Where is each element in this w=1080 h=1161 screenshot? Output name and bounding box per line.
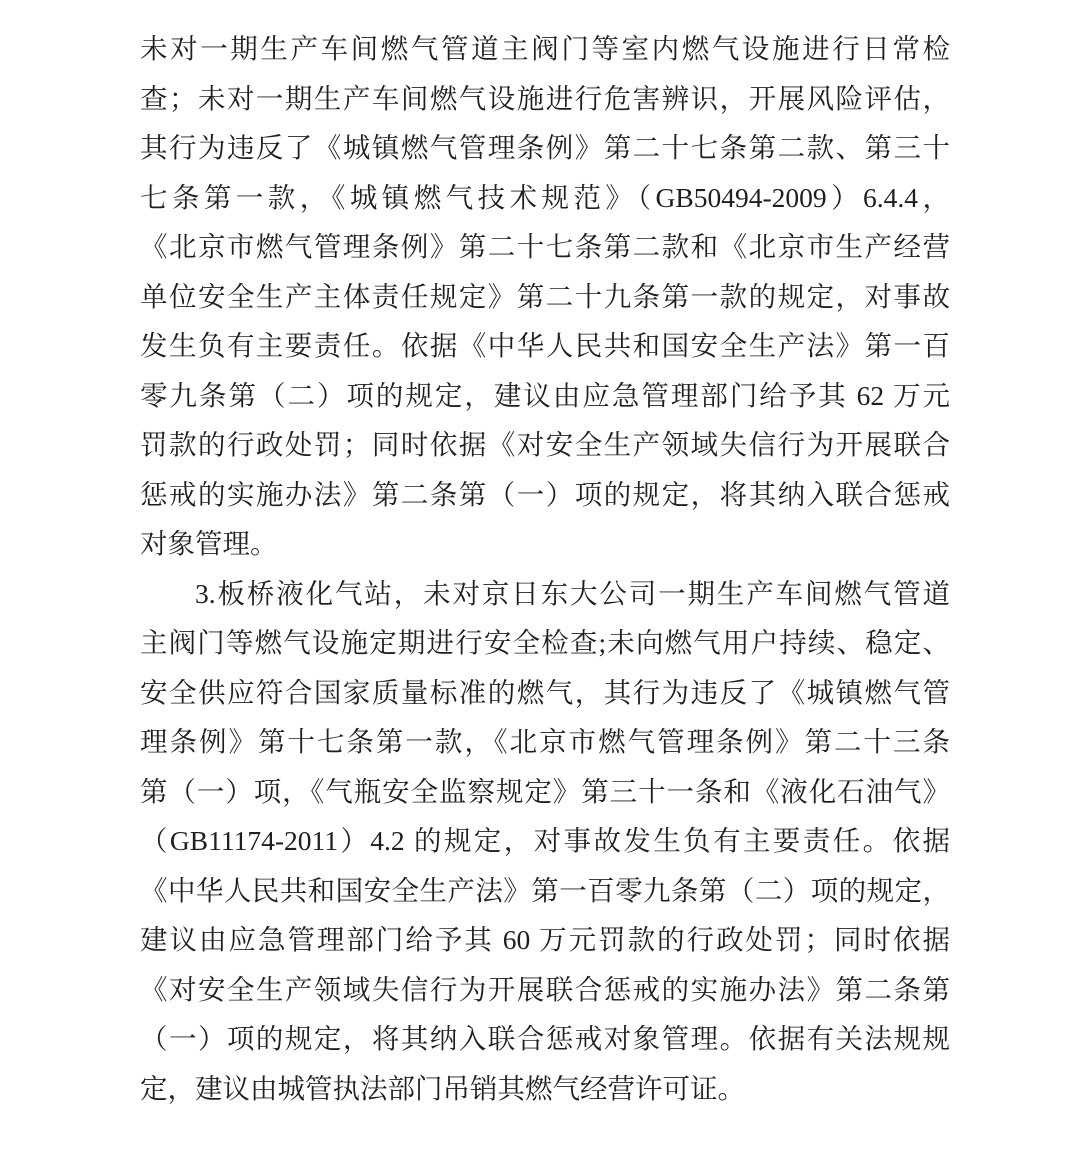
text-line: （一）项的规定，将其纳入联合惩戒对象管理。依据有关法规规 <box>140 1023 950 1054</box>
text-line: 主阀门等燃气设施定期进行安全检查;未向燃气用户持续、稳定、 <box>140 627 950 658</box>
text-line: 理条例》第十七条第一款，《北京市燃气管理条例》第二十三条 <box>140 726 950 757</box>
text-line: 罚款的行政处罚；同时依据《对安全生产领域失信行为开展联合 <box>140 429 950 460</box>
paragraph <box>140 24 950 569</box>
text-column <box>140 24 950 1113</box>
text-line: 零九条第（二）项的规定，建议由应急管理部门给予其 62 万元 <box>140 379 950 411</box>
text-line: 3.板桥液化气站，未对京日东大公司一期生产车间燃气管道 <box>195 577 950 609</box>
text-line: 定，建议由城管执法部门吊销其燃气经营许可证。 <box>140 1072 745 1104</box>
text-line: 《北京市燃气管理条例》第二十七条第二款和《北京市生产经营 <box>140 231 950 262</box>
text-line: （GB11174-2011）4.2 的规定，对事故发生负有主要责任。依据 <box>140 825 950 856</box>
text-line: 七条第一款，《城镇燃气技术规范》（GB50494-2009）6.4.4， <box>140 181 950 213</box>
text-line: 第（一）项，《气瓶安全监察规定》第三十一条和《液化石油气》 <box>140 775 950 807</box>
text-line: 其行为违反了《城镇燃气管理条例》第二十七条第二款、第三十 <box>140 132 950 163</box>
paragraph <box>140 569 950 1114</box>
text-line: 查；未对一期生产车间燃气设施进行危害辨识，开展风险评估， <box>140 82 950 114</box>
text-line: 发生负有主要责任。依据《中华人民共和国安全生产法》第一百 <box>140 330 950 361</box>
text-line: 对象管理。 <box>140 528 278 559</box>
text-line: 单位安全生产主体责任规定》第二十九条第一款的规定，对事故 <box>140 280 950 312</box>
text-line: 惩戒的实施办法》第二条第（一）项的规定，将其纳入联合惩戒 <box>140 478 950 510</box>
text-line: 安全供应符合国家质量标准的燃气，其行为违反了《城镇燃气管 <box>140 676 950 708</box>
text-line: 建议由应急管理部门给予其 60 万元罚款的行政处罚；同时依据 <box>140 924 950 955</box>
text-line: 未对一期生产车间燃气管道主阀门等室内燃气设施进行日常检 <box>140 33 950 64</box>
text-line: 《中华人民共和国安全生产法》第一百零九条第（二）项的规定， <box>140 874 950 906</box>
text-line: 《对安全生产领域失信行为开展联合惩戒的实施办法》第二条第 <box>140 973 950 1005</box>
